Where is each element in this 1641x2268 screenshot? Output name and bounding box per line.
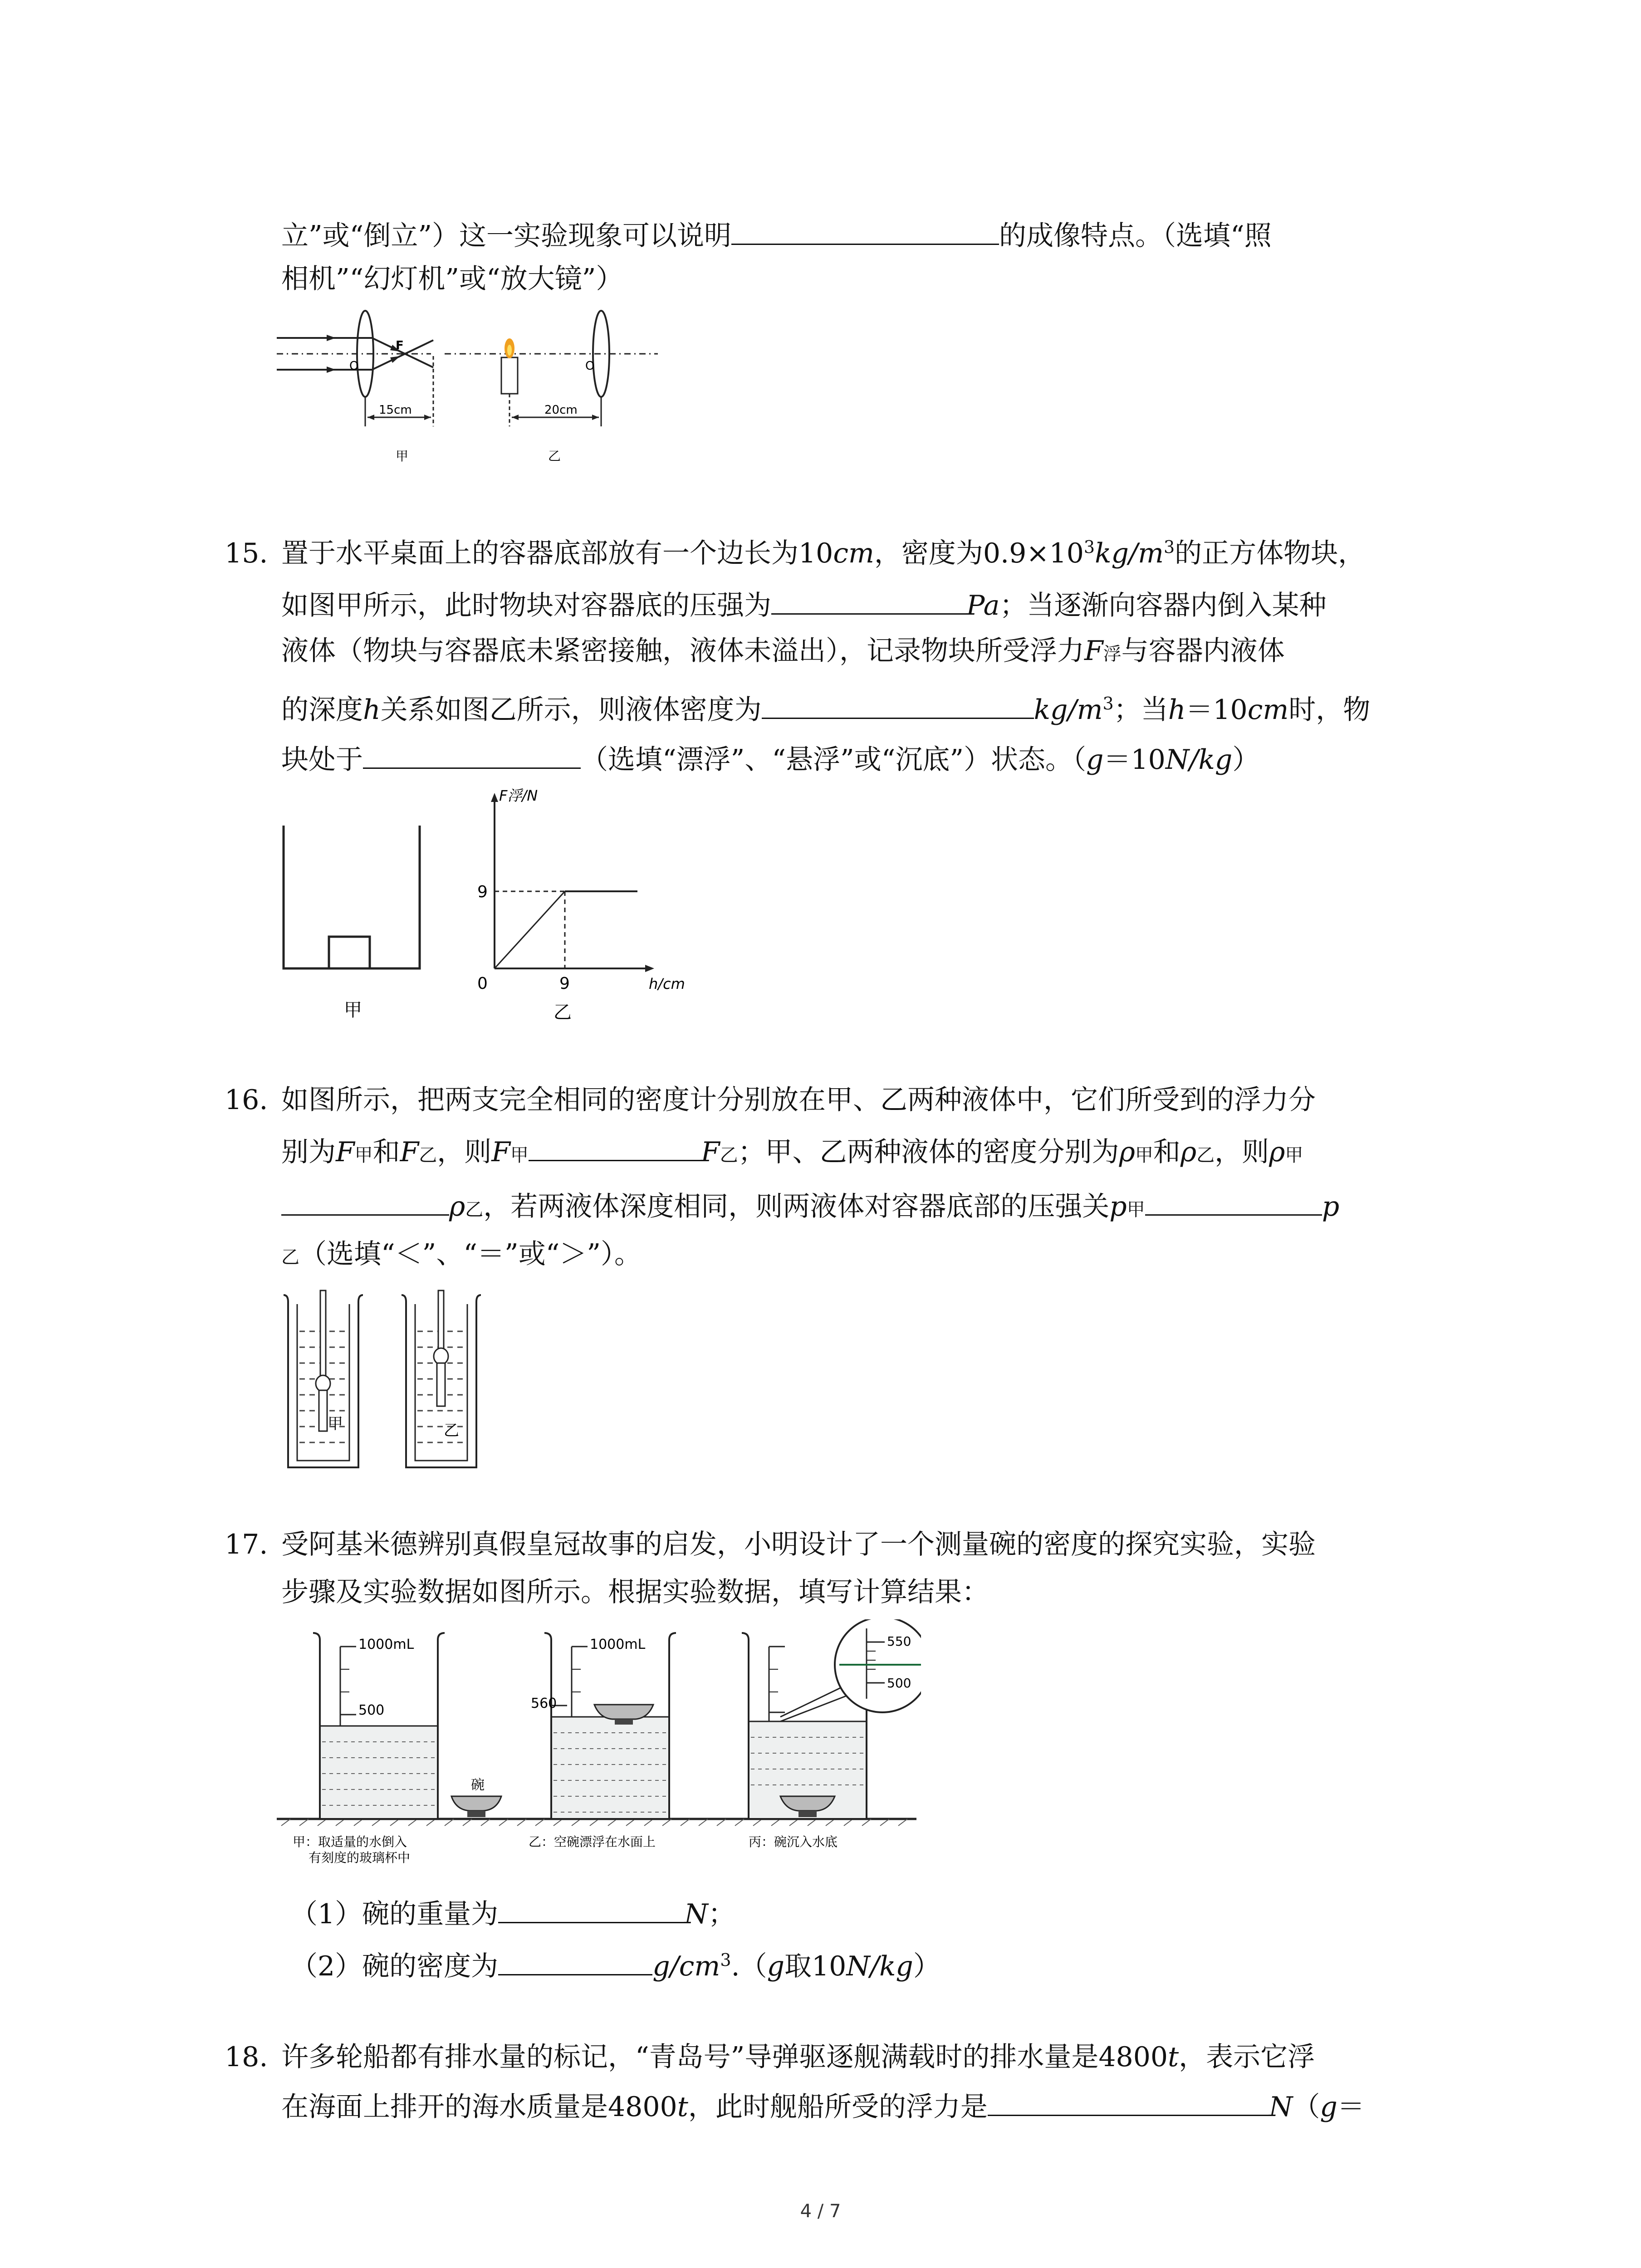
svg-text:1000mL: 1000mL <box>358 1637 414 1652</box>
q16-line1: 如图所示，把两支完全相同的密度计分别放在甲、乙两种液体中，它们所受到的浮力分 <box>281 1084 1316 1116</box>
q15-line1: 置于水平桌面上的容器底部放有一个边长为10cm，密度为$0.9\times 10^3kg/m^3$的正方体物块， <box>281 537 1366 569</box>
svg-text:乙: 乙 <box>548 449 561 464</box>
svg-text:550: 550 <box>887 1634 911 1649</box>
svg-text:乙: 乙 <box>444 1422 459 1440</box>
q15-line4: 的深度h关系如图乙所示，则液体密度为 $kg/m^3$；当h＝10cm时，物 <box>281 689 1370 728</box>
svg-text:h/cm: h/cm <box>649 975 685 992</box>
svg-text:O: O <box>585 359 595 373</box>
svg-text:乙: 乙 <box>554 1002 572 1023</box>
svg-text:0: 0 <box>477 974 488 993</box>
svg-text:甲: 甲 <box>396 449 409 464</box>
svg-text:1000mL: 1000mL <box>590 1637 646 1652</box>
svg-text:F浮/N: F浮/N <box>499 787 538 804</box>
q17-number: 17. <box>225 1529 268 1560</box>
svg-text:9: 9 <box>559 974 570 993</box>
q17-blank-density[interactable] <box>498 1946 652 1975</box>
q17-line2: 步骤及实验数据如图所示。根据实验数据，填写计算结果： <box>281 1576 989 1608</box>
svg-text:O: O <box>349 359 359 373</box>
svg-text:有刻度的玻璃杯中: 有刻度的玻璃杯中 <box>309 1850 411 1865</box>
svg-text:9: 9 <box>477 883 488 901</box>
q15-graph <box>467 780 721 1025</box>
q16-blank-density[interactable] <box>281 1186 449 1216</box>
q14-line2: 相机”“幻灯机”或“放大镜”） <box>281 263 623 295</box>
q16-line3: ρ乙，若两液体深度相同，则两液体对容器底部的压强关p甲 p <box>281 1186 1339 1228</box>
svg-text:甲: 甲 <box>344 1000 362 1021</box>
q18-blank-buoyancy[interactable] <box>988 2087 1269 2116</box>
svg-text:560: 560 <box>531 1696 557 1711</box>
q18-line1: 许多轮船都有排水量的标记，“青岛号”导弹驱逐舰满载时的排水量是4800t，表示它浮 <box>281 2041 1315 2073</box>
q14-blank[interactable] <box>731 215 999 245</box>
q16-hydrometer-figure <box>277 1286 504 1476</box>
q16-number: 16. <box>225 1084 268 1116</box>
svg-text:甲: 甲 <box>328 1415 343 1433</box>
q15-number: 15. <box>225 538 268 569</box>
q15-container-figure <box>277 807 426 1025</box>
q17-sub2: （2）碗的密度为 $g/cm^3.(g$取10N/kg） <box>290 1946 941 1984</box>
q15-line3: 液体（物块与容器底未紧密接触，液体未溢出），记录物块所受浮力F浮与容器内液体 <box>281 635 1285 667</box>
q17-line1: 受阿基米德辨别真假皇冠故事的启发，小明设计了一个测量碗的密度的探究实验，实验 <box>281 1529 1316 1560</box>
q15-blank-state[interactable] <box>363 739 581 769</box>
svg-text:丙：碗沉入水底: 丙：碗沉入水底 <box>749 1834 838 1849</box>
q15-line2: 如图甲所示，此时物块对容器底的压强为 Pa；当逐渐向容器内倒入某种 <box>281 585 1326 624</box>
q15-line5: 块处于 （选填“漂浮”、“悬浮”或“沉底”）状态。（g＝10N/kg） <box>281 739 1259 778</box>
q17-bowl-figure <box>277 1619 921 1887</box>
q14-line1: 立”或“倒立”）这一实验现象可以说明 的成像特点。（选填“照 <box>281 215 1272 254</box>
svg-text:500: 500 <box>358 1702 385 1718</box>
q15-blank-pressure[interactable] <box>771 585 966 615</box>
q17-blank-weight[interactable] <box>498 1894 684 1923</box>
q18-number: 18. <box>225 2041 268 2073</box>
q14-lens-figure <box>277 304 658 472</box>
svg-text:F: F <box>396 339 404 352</box>
svg-text:碗: 碗 <box>471 1777 485 1793</box>
page-number: 4 / 7 <box>800 2201 841 2222</box>
q18-line2: 在海面上排开的海水质量是4800t，此时舰船所受的浮力是 N（g＝ <box>281 2087 1365 2125</box>
svg-text:甲：取适量的水倒入: 甲：取适量的水倒入 <box>293 1834 407 1849</box>
q15-blank-density[interactable] <box>762 689 1034 719</box>
svg-text:20cm: 20cm <box>544 403 578 417</box>
q16-line2: 别为F甲和F乙，则F甲 F乙；甲、乙两种液体的密度分别为ρ甲和ρ乙，则ρ甲 <box>281 1132 1303 1173</box>
svg-text:乙：空碗漂浮在水面上: 乙：空碗漂浮在水面上 <box>529 1834 656 1849</box>
svg-text:500: 500 <box>887 1676 911 1691</box>
q16-blank-pressure[interactable] <box>1145 1186 1322 1216</box>
svg-text:15cm: 15cm <box>379 403 412 417</box>
q17-sub1: （1）碗的重量为 N； <box>290 1894 735 1932</box>
q16-line4: 乙（选填“＜”、“＝”或“＞”）。 <box>281 1238 642 1270</box>
q16-blank-force[interactable] <box>529 1132 701 1161</box>
